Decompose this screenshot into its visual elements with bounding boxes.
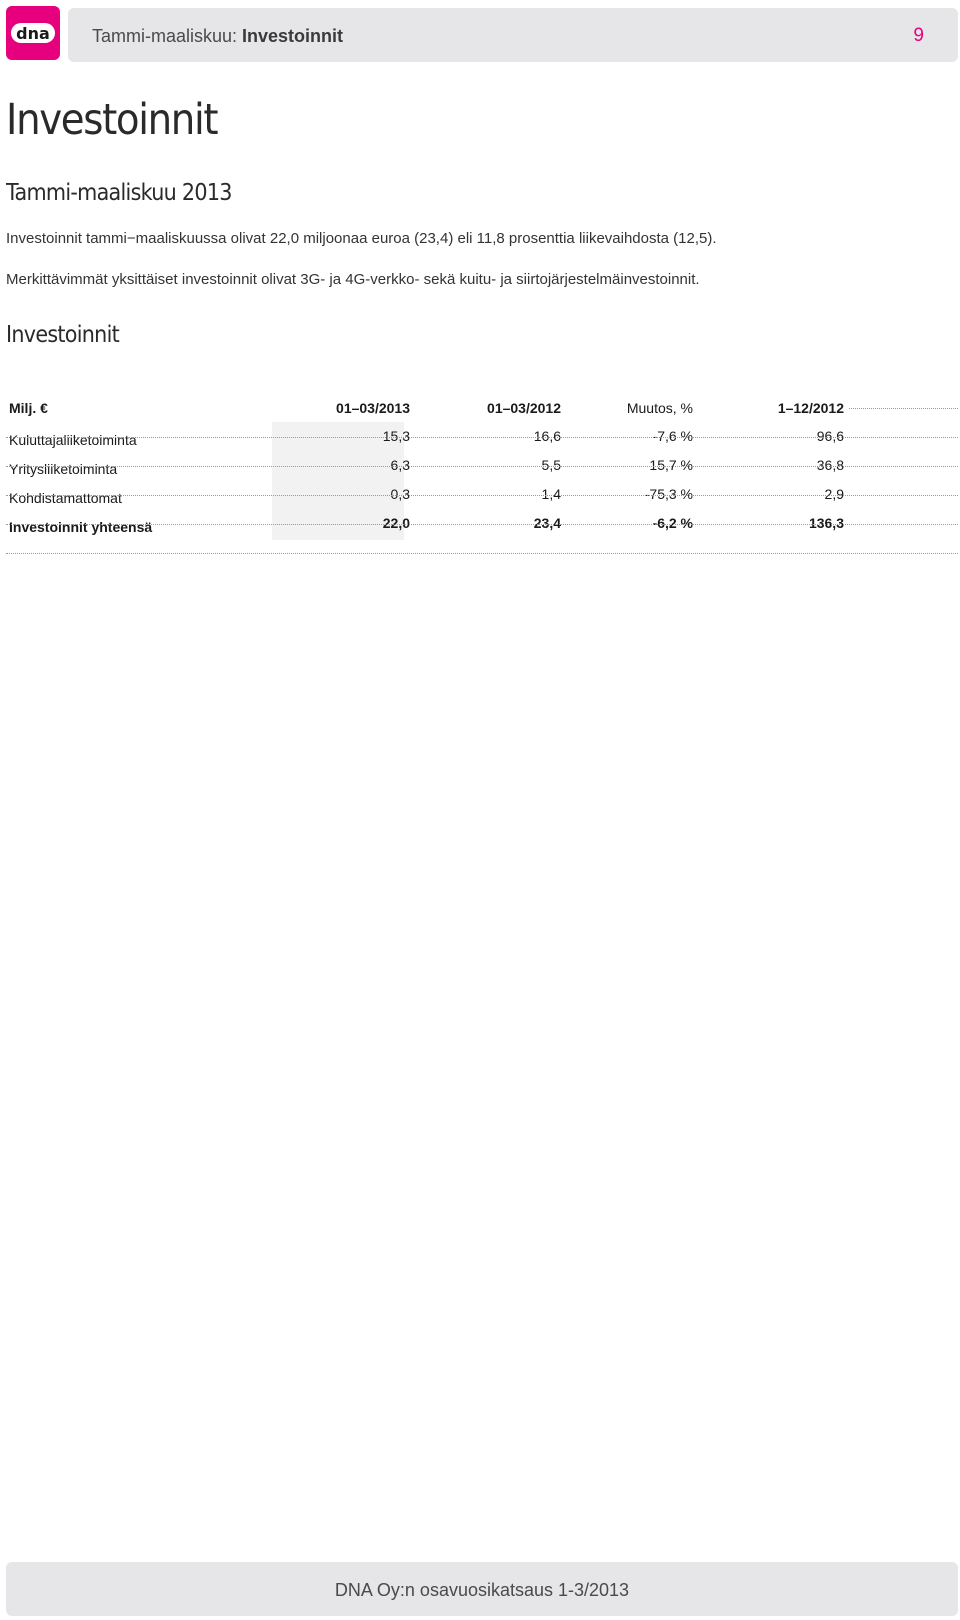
divider — [849, 495, 958, 496]
cell-change: -6,2 % — [652, 515, 693, 531]
row-label: Yritysliiketoiminta — [9, 461, 118, 477]
paragraph-investments-summary: Investoinnit tammi−maaliskuussa olivat 22,0 miljoonaa euroa (23,4) eli 11,8 prosenttia liikevaihdosta (12,5). — [6, 230, 717, 247]
page-number: 9 — [913, 25, 924, 46]
row-label: Kuluttajaliiketoiminta — [9, 432, 137, 448]
dna-logo — [6, 6, 60, 60]
header-title-section: Investoinnit — [242, 26, 344, 46]
table-heading: Investoinnit — [6, 322, 120, 348]
column-header-unit: Milj. € — [9, 400, 48, 416]
cell-fy-2012: 36,8 — [816, 457, 844, 473]
cell-fy-2012: 136,3 — [808, 515, 844, 531]
cell-q1-2012: 1,4 — [541, 486, 561, 502]
cell-change: -75,3 % — [644, 486, 693, 502]
cell-fy-2012: 2,9 — [824, 486, 844, 502]
header-title-prefix: Tammi-maaliskuu: — [92, 26, 243, 46]
header-bar — [68, 8, 958, 62]
table-header-row — [6, 392, 958, 422]
cell-change: -7,6 % — [652, 428, 693, 444]
cell-q1-2012: 16,6 — [533, 428, 561, 444]
footer-bar — [6, 1562, 958, 1616]
column-header-change: Muutos, % — [626, 400, 693, 416]
cell-q1-2013: 22,0 — [382, 515, 410, 531]
footer-text: DNA Oy:n osavuosikatsaus 1-3/2013 — [334, 1580, 630, 1600]
divider — [6, 553, 958, 554]
divider — [6, 524, 958, 525]
column-header-fy-2012: 1–12/2012 — [777, 400, 844, 416]
section-subtitle: Tammi-maaliskuu 2013 — [6, 180, 232, 206]
divider — [849, 408, 958, 409]
cell-fy-2012: 96,6 — [816, 428, 844, 444]
dna-logo-icon — [10, 20, 56, 46]
divider — [6, 466, 958, 467]
paragraph-investments-details: Merkittävimmät yksittäiset investoinnit olivat 3G- ja 4G-verkko- sekä kuitu- ja siirtojärjestelmäinvestoinnit. — [6, 271, 700, 288]
header-title — [92, 26, 343, 47]
column-header-q1-2013: 01–03/2013 — [336, 400, 410, 416]
cell-q1-2013: 15,3 — [382, 428, 410, 444]
row-label: Kohdistamattomat — [9, 490, 122, 506]
cell-q1-2012: 23,4 — [533, 515, 561, 531]
svg-text:dna: dna — [16, 24, 50, 43]
page-title: Investoinnit — [6, 95, 218, 145]
cell-q1-2013: 0,3 — [390, 486, 410, 502]
column-header-q1-2012: 01–03/2012 — [487, 400, 561, 416]
row-label: Investoinnit yhteensä — [9, 519, 153, 535]
divider — [6, 437, 958, 438]
cell-change: 15,7 % — [649, 457, 693, 473]
cell-q1-2013: 6,3 — [390, 457, 410, 473]
cell-q1-2012: 5,5 — [541, 457, 561, 473]
divider — [6, 495, 958, 496]
